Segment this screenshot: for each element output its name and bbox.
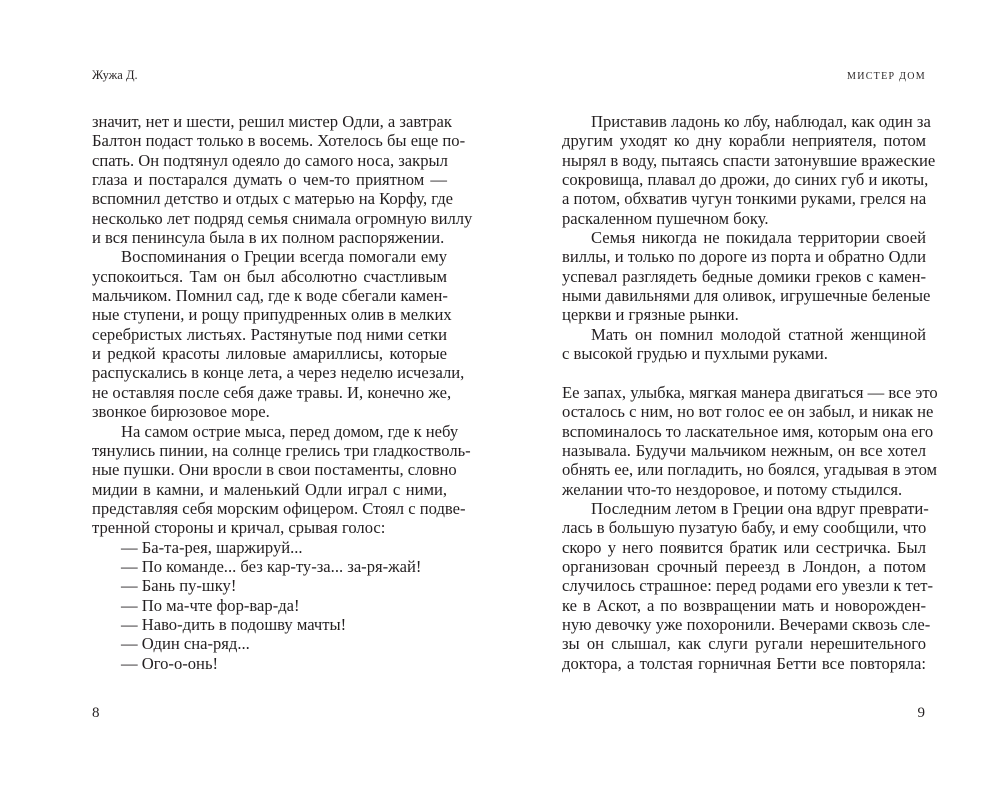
text-line: желании что-то нездоровое, и потому стыдился. — [562, 479, 903, 499]
dialogue-line: — Один сна-ряд... — [121, 634, 250, 654]
text-line: Мать он помнил молодой статной женщиной — [591, 324, 926, 344]
text-line: и редкой красоты лиловые амариллисы, которые — [92, 344, 447, 364]
text-line: значит, нет и шести, решил мистер Одли, а завтрак — [92, 112, 452, 131]
text-line: Последним летом в Греции она вдруг преврати- — [591, 498, 929, 518]
dialogue-line: — По ма-чте фор-вар-да! — [121, 595, 300, 615]
text-line: ке в Аскот, а по возвращении мать и новорожден- — [562, 595, 926, 615]
left-page-body — [92, 112, 473, 673]
text-line: скоро у него появится братик или сестричка. Был — [562, 537, 926, 557]
text-line: Приставив ладонь ко лбу, наблюдал, как один за — [591, 112, 931, 131]
text-line: несколько лет подряд семья снимала огромную виллу — [92, 208, 473, 228]
text-line: успевал разглядеть бедные домики греков с камен- — [562, 266, 926, 286]
text-line: спать. Он подтянул одеяло до самого носа, закрыл — [92, 150, 448, 170]
dialogue-line: — Ого-о-онь! — [121, 653, 219, 673]
text-line: виллы, и только по дороге из порта и обратно Одли — [562, 247, 926, 267]
dialogue-line: — По команде... без кар-ту-за... за-ря-жай! — [121, 556, 422, 576]
right-page — [500, 0, 1000, 805]
text-line: ные ступени, и рощу припудренных олив в мелких — [92, 305, 452, 325]
text-line: Балтон подаст только в восемь. Хотелось бы еще по- — [92, 131, 466, 151]
text-line: и вся пенинсула была в их полном распоряжении. — [92, 228, 445, 248]
page-number-left: 8 — [92, 705, 100, 721]
dialogue-line: — Бань пу-шку! — [121, 576, 237, 596]
text-line: с высокой грудью и пухлыми руками. — [562, 344, 828, 364]
text-line: ную девочку уже похоронили. Вечерами сквозь сле- — [562, 614, 931, 634]
text-line: называла. Будучи мальчиком нежным, он все хотел — [562, 440, 926, 460]
text-line: а потом, обхватив чугун тонкими руками, грелся на — [562, 189, 927, 209]
text-line: Воспоминания о Греции всегда помогали ему — [121, 247, 447, 267]
page-number-right: 9 — [917, 705, 925, 721]
text-line: звонкое бирюзовое море. — [92, 402, 270, 422]
text-line: доктора, а толстая горничная Бетти все повторяла: — [562, 653, 926, 673]
text-line: тренной стороны и кричал, срывая голос: — [92, 518, 386, 538]
text-line: нырял в воду, пытаясь спасти затонувшие вражеские — [562, 150, 936, 170]
text-line: представляя себя морским офицером. Стоял с подве- — [92, 498, 466, 518]
text-line: другим уходят ко дну корабли неприятеля, потом — [562, 131, 926, 151]
text-line: обнять ее, или погладить, но боялся, угадывая в этом — [562, 460, 938, 480]
text-line: распускались в конце лета, а через неделю исчезали, — [92, 363, 465, 383]
text-line: ными давильнями для оливок, игрушечные беленые — [562, 286, 931, 306]
running-head-title: МИСТЕР ДОМ — [847, 71, 926, 82]
text-line: На самом острие мыса, перед домом, где к небу — [121, 421, 459, 441]
text-line: лась в большую пузатую бабу, и ему сообщили, что — [562, 518, 927, 538]
text-line: мидии в камни, и маленький Одли играл с ними, — [92, 479, 447, 499]
right-page-body — [562, 112, 938, 673]
text-line: глаза и постарался думать о чем-то приятном — — [92, 170, 447, 190]
text-line: серебристых листьях. Растянутые под ними сетки — [92, 324, 447, 344]
text-line: случилось страшное: перед родами его увезли к тет- — [562, 576, 934, 596]
text-line: церкви и грязные рынки. — [562, 305, 739, 325]
text-line: зы он слышал, как слуги ругали нерешительного — [562, 634, 926, 654]
text-line: ные пушки. Они вросли в свои постаменты, словно — [92, 460, 457, 480]
text-line: Ее запах, улыбка, мягкая манера двигаться — все это — [562, 382, 938, 402]
text-line: Семья никогда не покидала территории своей — [591, 228, 926, 248]
text-line: мальчиком. Помнил сад, где к воде сбегали камен- — [92, 286, 448, 306]
text-line: успокоиться. Там он был абсолютно счастливым — [92, 266, 447, 286]
text-line: организован срочный переезд в Лондон, а потом — [562, 556, 926, 576]
text-line: осталось с ним, но вот голос ее он забыл, и никак не — [562, 402, 934, 422]
text-line: вспоминалось то ласкательное имя, которым она его — [562, 421, 934, 441]
blank-line — [562, 363, 926, 382]
text-line: сокровища, плавал до дрожи, до синих губ и икоты, — [562, 170, 929, 190]
text-line: раскаленном пушечном боку. — [562, 208, 769, 228]
dialogue-line: — Наво-дить в подошву мачты! — [121, 614, 347, 634]
dialogue-line: — Ба-та-рея, шаржируй... — [121, 537, 303, 557]
text-line: тянулись пинии, на солнце грелись три гладкостволь- — [92, 440, 471, 460]
text-line: вспомнил детство и отдых с матерью на Корфу, где — [92, 189, 454, 209]
running-head-author: Жужа Д. — [92, 68, 138, 82]
text-line: не оставляя после себя даже травы. И, конечно же, — [92, 382, 452, 402]
